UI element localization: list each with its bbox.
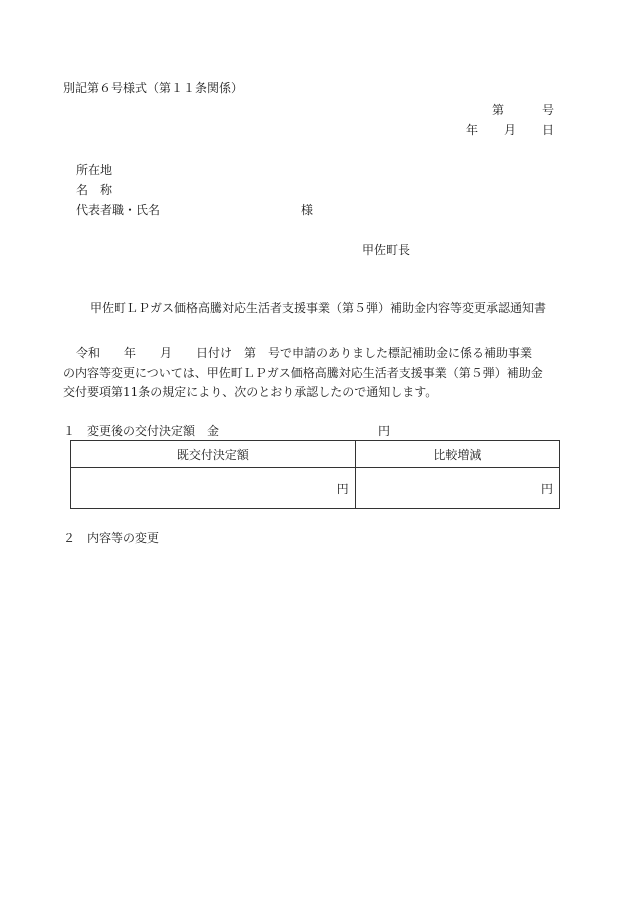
amount-table — [70, 440, 560, 509]
body-line: の内容等変更については、甲佐町ＬＰガス価格高騰対応生活者支援事業（第５弾）補助金 — [63, 365, 543, 380]
recipient-honorific: 様 — [301, 203, 314, 217]
document-number — [492, 102, 554, 118]
body-paragraph — [63, 344, 563, 403]
body-line: 令和 年 月 日付け 第 号で申請のありました標記補助金に係る補助事業 — [76, 346, 533, 360]
date-day: 日 — [541, 123, 554, 137]
body-line: 交付要項第11条の規定により、次のとおり承認したので通知します。 — [63, 385, 438, 399]
section2-heading: ２ 内容等の変更 — [63, 531, 160, 545]
issue-date — [466, 122, 554, 138]
yen-unit: 円 — [540, 481, 553, 496]
recipient-location-label: 所在地 — [76, 163, 113, 177]
document-number-dai: 第 — [491, 103, 504, 117]
section1-yen: 円 — [378, 424, 391, 438]
date-year: 年 — [465, 123, 478, 137]
yen-unit: 円 — [336, 481, 349, 496]
date-month: 月 — [503, 123, 516, 137]
recipient-name-label: 名 称 — [76, 183, 113, 197]
table-cell-prior-amount — [71, 468, 356, 509]
table-header-difference: 比較増減 — [355, 441, 559, 468]
form-number: 別記第６号様式（第１１条関係） — [63, 81, 244, 95]
issuer-name: 甲佐町長 — [362, 243, 411, 257]
recipient-representative-label: 代表者職・氏名 — [76, 203, 161, 217]
document-number-go: 号 — [541, 103, 554, 117]
table-cell-difference — [355, 468, 559, 509]
table-header-prior-amount: 既交付決定額 — [71, 441, 356, 468]
document-title: 甲佐町ＬＰガス価格高騰対応生活者支援事業（第５弾）補助金内容等変更承認通知書 — [90, 301, 547, 315]
section1-heading: １ 変更後の交付決定額 金 — [63, 424, 220, 438]
